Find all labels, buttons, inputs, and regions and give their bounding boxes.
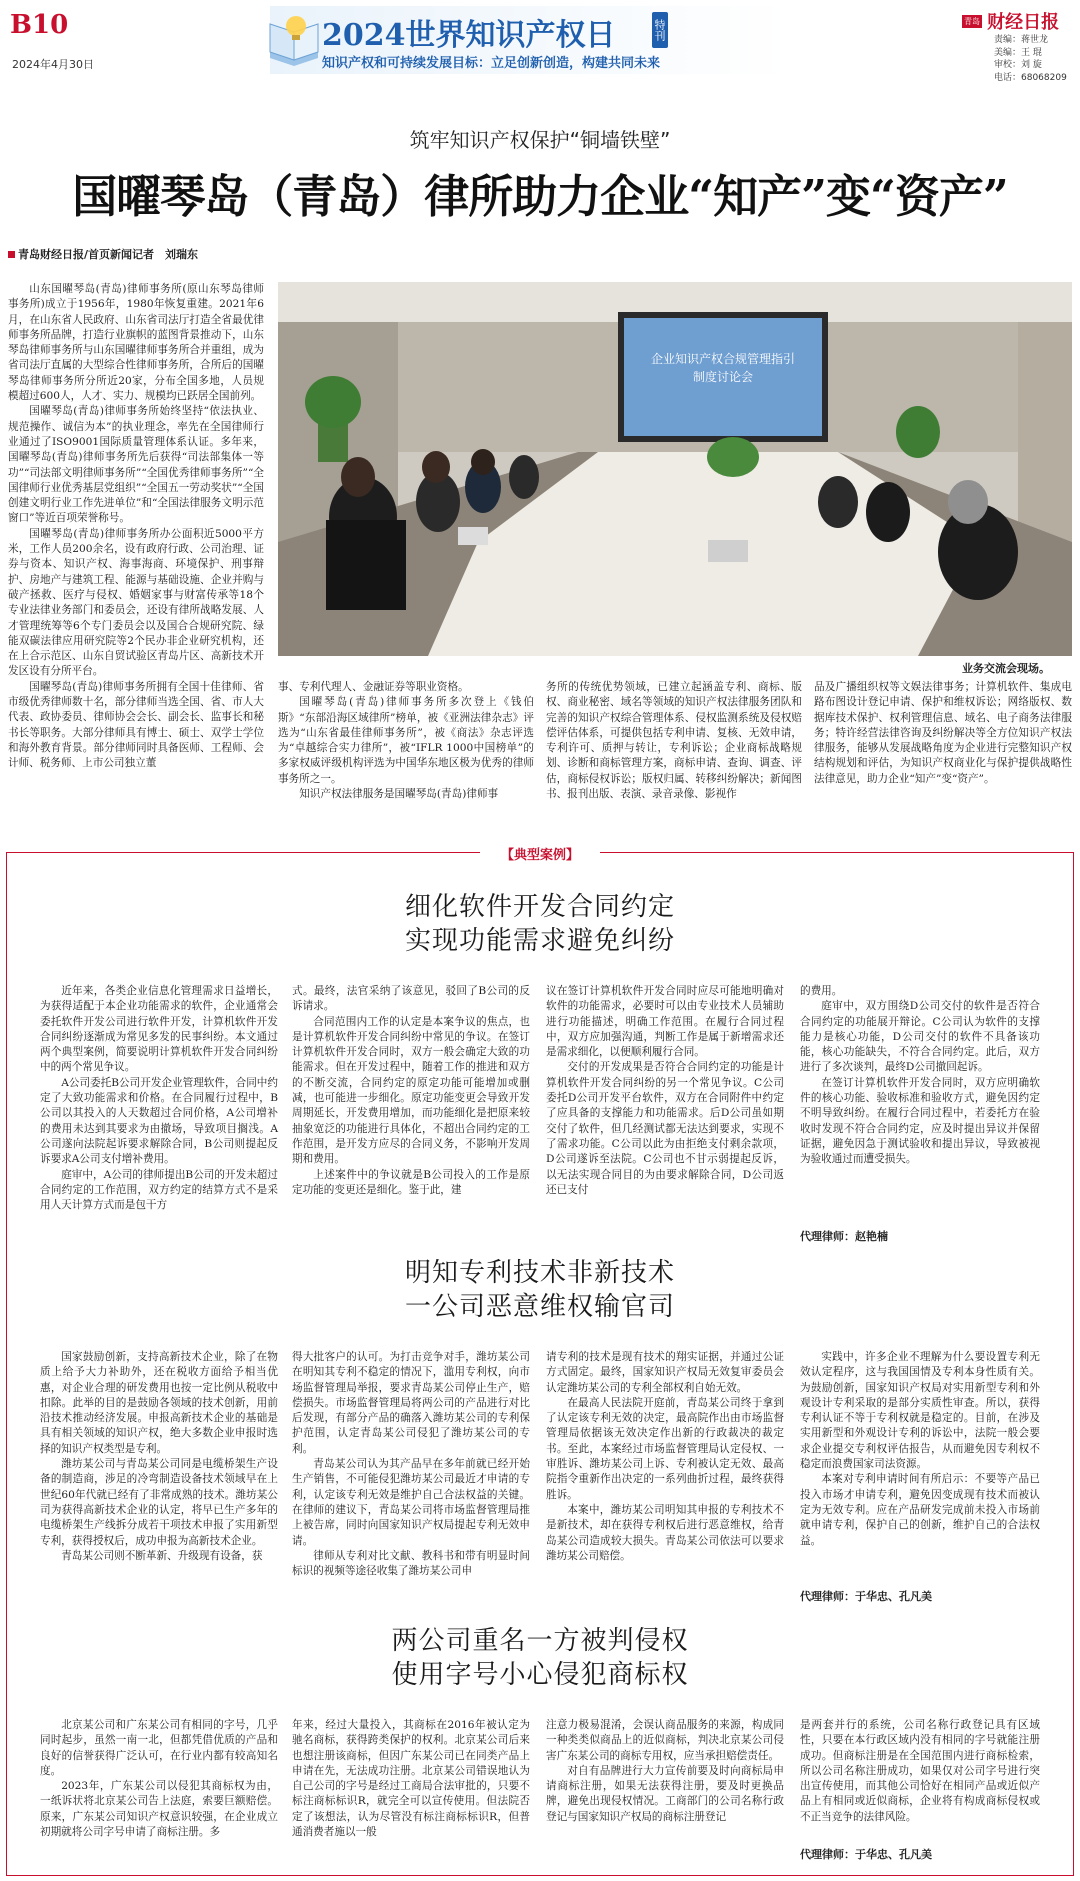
byline-text: 青岛财经日报/首页新闻记者 刘瑞东 <box>18 248 199 261</box>
case-paragraph: 交付的开发成果是否符合合同约定的功能是计算机软件开发合同纠纷的另一个常见争议。C公司委托D公司开发平台软件，双方在合同附件中约定了应具备的支撑能力和功能需求。后D公司虽如期交付了软件，但几经测试都无法达到要求，实现不了需求功能。C公司以此为由拒绝支付剩余款项，D公司遂诉至法院。C公司也不甘示弱提起反诉，以无法实现合同目的为由要求解除合同，D公司返还已支付 <box>546 1061 784 1196</box>
case1-lawyer: 代理律师：赵艳楠 <box>800 1230 888 1243</box>
case2-lawyer: 代理律师：于华忠、孔凡美 <box>800 1590 932 1603</box>
article-headline: 国曜琴岛（青岛）律所助力企业“知产”变“资产” <box>72 170 1008 223</box>
case2-column-1 <box>40 1350 278 1582</box>
case-paragraph: 在签订计算机软件开发合同时，双方应明确软件的核心功能、验收标准和验收方式，避免因约定不明导致纠纷。在履行合同过程中，若委托方在验收时发现不符合合同约定，应及时提出异议并保留证据，避免因急于测试验收和提出异议，导致被视为验收通过而遭受损失。 <box>800 1076 1040 1166</box>
case-paragraph: 注意力极易混淆，会误认商品服务的来源，构成同一种类类似商品上的近似商标，判决北京某公司侵害广东某公司的商标专用权，应当承担赔偿责任。 <box>546 1719 784 1762</box>
paper-logo <box>962 8 1059 34</box>
article-paragraph: 品及广播组织权等文娱法律事务；计算机软件、集成电路布图设计登记申请、保护和维权诉讼；网络版权、数据库技术保护、权利管理信息、域名、电子商务法律服务；特许经营法律咨询及纠纷解决等全方位知识产权法律服务，能够从发展战略角度为企业进行完整知识产权结构规划和评估，为知识产权商业化与保护提供战略性法律意见，助力企业“知产”变“资产”。 <box>814 681 1072 785</box>
article-paragraph: 知识产权法律服务是国曜琴岛(青岛)律师事 <box>299 788 499 801</box>
credit-editor: 责编：蒋世龙 <box>994 35 1049 45</box>
case-paragraph: 对自有品牌进行大力宣传前要及时向商标局申请商标注册，如果无法获得注册，要及时更换品牌，避免出现侵权情况。工商部门的公司名称行政登记与国家知识产权局的商标注册登记 <box>546 1764 784 1823</box>
case2-column-4 <box>800 1350 1040 1582</box>
case1-column-4 <box>800 984 1040 1222</box>
case-paragraph: 国家鼓励创新，支持高新技术企业，除了在物质上给予大力补助外，还在税收方面给予相当优惠，对企业合理的研发费用也按一定比例从税收中扣除。此举的目的是鼓励各领域的技术创新，用前沿技术推动经济发展。申报高新技术企业的基础是具有相关领域的知识产权，绝大多数企业申报时选择的知识产权类型是专利。 <box>40 1351 278 1455</box>
case-paragraph: 2023年，广东某公司以侵犯其商标权为由，一纸诉状将北京某公司告上法庭，索要巨额赔偿。原来，广东某公司知识产权意识较强，在企业成立初期就将公司字号申请了商标注册。多 <box>40 1780 278 1839</box>
case1-title-line1: 细化软件开发合同约定 <box>404 892 675 922</box>
case1-title-line2: 实现功能需求避免纠纷 <box>404 926 675 956</box>
special-issue-tag: 特刊 <box>652 12 668 48</box>
case-paragraph: 是两套并行的系统，公司名称行政登记具有区域性，只要在本行政区域内没有相同的字号就能注册成功。但商标注册是在全国范围内进行商标检索，所以公司名称注册成功，如果仅对公司字号进行突出宣传使用，而其他公司恰好在相同产品或近似产品上有相同或近似商标，企业将有构成商标侵权或不正当竞争的法律风险。 <box>800 1719 1040 1823</box>
screen-line-2: 制度讨论会 <box>692 370 753 384</box>
screen-line-1: 企业知识产权合规管理指引 <box>650 352 795 366</box>
article-paragraph: 国曜琴岛(青岛)律师事务所多次登上《钱伯斯》“东部沿海区域律所”榜单，被《亚洲法律杂志》评选为“山东省最佳律师事务所”，被《商法》杂志评选为“卓越综合实力律所”，被“IFLR 1000中国榜单”的多家权威评级机构评选为中国华东地区极为优秀的律师事务所之一。 <box>278 696 534 785</box>
case-paragraph: 庭审中，双方围绕D公司交付的软件是否符合合同约定的功能展开辩论。C公司认为软件的支撑能力是核心功能，D公司交付的软件不具备该功能，核心功能缺失，不符合合同约定。此后，双方进行了多次谈判，最终D公司撤回起诉。 <box>800 1000 1040 1074</box>
article-paragraph: 国曜琴岛(青岛)律师事务所拥有全国十佳律师、省市级优秀律师数十名，部分律师当选全国、省、市人大代表、政协委员、律师协会会长、副会长、监事长和秘书长等职务。大部分律师具有博士、硕士、双学士学位和海外教育背景。部分律师同时具备医师、工程师、会计师、税务师、上市公司独立董 <box>8 680 264 770</box>
case-paragraph: 的费用。 <box>800 985 843 997</box>
case3-column-2 <box>292 1718 530 1846</box>
case-paragraph: 合同范围内工作的认定是本案争议的焦点，也是计算机软件开发合同纠纷中常见的争议。在签订计算机软件开发合同时，双方一般会确定大致的功能需求。但在开发过程中，随着工作的推进和双方的不断交流，合同约定的原定功能可能增加或删减，也可能进一步细化。原定功能变更会导致开发周期延长，开发费用增加，而功能细化是把原来较抽象宽泛的功能进行具体化，不超出合同约定的工作范围，是开发方应尽的合同义务，不影响开发周期和费用。 <box>292 1015 530 1166</box>
photo-caption: 业务交流会现场。 <box>962 662 1050 675</box>
screen-text <box>628 350 818 386</box>
case-paragraph: 实践中，许多企业不理解为什么要设置专利无效认定程序，这与我国国情及专利本身性质有关。为鼓励创新，国家知识产权局对实用新型专利和外观设计专利采取的是部分实质性审查。所以，获得专利认证不等于专利权就是稳定的。目前，在涉及实用新型和外观设计专利的诉讼中，法院一般会要求企业提交专利权评估报告，从而避免因专利权不稳定而浪费国家司法资源。 <box>800 1351 1040 1471</box>
credit-phone: 电话：68068209 <box>994 72 1067 83</box>
case1-column-1 <box>40 984 278 1222</box>
article-paragraph: 国曜琴岛(青岛)律师事务所办公面积近5000平方米，工作人员200余名，设有政府行政、公司治理、证券与资本、知识产权、海事海商、环境保护、刑事辩护、房地产与建筑工程、能源与基础设施、企业并购与破产拯救、医疗与侵权、婚姻家事与财富传承等18个专业法律业务部门和委员会，还设有律所战略发展、人才管理统筹等6个专门委员会以及国合合规研究院、绿能双碳法律应用研究院等2个民办非企业研究机构，还在上合示范区、山东自贸试验区青岛片区、高新技术开发区设有分所平台。 <box>8 527 264 678</box>
case-paragraph: 青岛某公司认为其产品早在多年前就已经开始生产销售，不可能侵犯潍坊某公司最近才申请的专利，认定该专利无效是维护自己合法权益的关键。在律师的建议下，青岛某公司将市场监督管理局推上被告席，同时向国家知识产权局提起专利无效申请。 <box>292 1458 530 1547</box>
case-paragraph: 年来，经过大量投入，其商标在2016年被认定为驰名商标，获得跨类保护的权利。北京某公司后来也想注册该商标，但因广东某公司已在同类产品上申请在先，无法成功注册。北京某公司错误地认为自己公司的字号是经过工商局合法审批的，只要不标注商标标识R，就完全可以宣传使用。但法院否定了该想法，认为尽管没有标注商标标识R，但普通消费者施以一般 <box>292 1719 530 1839</box>
credit-designer: 美编：王 琨 <box>994 47 1042 58</box>
case-paragraph: 得大批客户的认可。为打击竞争对手，潍坊某公司在明知其专利不稳定的情况下，滥用专利权，向市场监督管理局举报，要求青岛某公司停止生产，赔偿损失。市场监督管理局将两公司的产品进行对比后发现，有部分产品的确落入潍坊某公司的专利保护范围，认定青岛某公司侵犯了潍坊某公司的专利。 <box>292 1351 530 1455</box>
issue-date: 2024年4月30日 <box>12 58 94 71</box>
article-column-3 <box>546 680 802 820</box>
case-paragraph: 律师从专利对比文献、教科书和带有明显时间标识的视频等途径收集了潍坊某公司申 <box>292 1549 530 1578</box>
case3-lawyer: 代理律师：于华忠、孔凡美 <box>800 1848 932 1861</box>
case-paragraph: A公司委托B公司开发企业管理软件，合同中约定了大致功能需求和价格。在合同履行过程中，B公司以其投入的人天数超过合同价格，A公司增补的费用未达到其要求为由撤场，导致项目搁浅。A公司遂向法院起诉要求解除合同，B公司则提起反诉要求A公司支付增补费用。 <box>40 1076 278 1166</box>
paper-logo-prefix: 青岛 <box>964 16 980 26</box>
article-paragraph: 国曜琴岛(青岛)律师事务所始终坚持“依法执业、规范操作、诚信为本”的执业理念，率先在全国律师行业通过了ISO9001国际质量管理体系认证。多年来，国曜琴岛(青岛)律师事务所先后获得“司法部集体一等功”“司法部文明律师事务所”“全国优秀律师事务所”“全国律师行业优秀基层党组织”“全国五一劳动奖状”“全国创建文明行业工作先进单位”和“全国法律服务文明示范窗口”等近百项荣誉称号。 <box>8 405 264 525</box>
case-paragraph: 在最高人民法院开庭前，青岛某公司终于拿到了认定该专利无效的决定，最高院作出由市场监督管理局依据该无效决定作出新的行政裁决的裁定书。至此，本案经过市场监督管理局认定侵权、一审胜诉、潍坊某公司上诉、专利被认定无效、最高院指令重新作出决定的一系列曲折过程，最终获得胜诉。 <box>546 1396 784 1501</box>
article-kicker: 筑牢知识产权保护“铜墙铁壁” <box>409 128 671 152</box>
case-paragraph: 青岛某公司则不断革新、升级现有设备，获 <box>61 1549 263 1562</box>
case-paragraph: 式。最终，法官采纳了该意见，驳回了B公司的反诉请求。 <box>292 985 530 1013</box>
case2-title <box>0 1256 1080 1324</box>
case3-column-3 <box>546 1718 784 1846</box>
case-paragraph: 北京某公司和广东某公司有相同的字号，几乎同时起步，虽然一南一北，但都凭借优质的产品和良好的信誉获得广泛认可，在行业内都有较高知名度。 <box>40 1719 278 1777</box>
banner <box>270 6 790 74</box>
case1-column-3 <box>546 984 784 1222</box>
case-paragraph: 潍坊某公司与青岛某公司同是电缆桥架生产设备的制造商，涉足的冷弯制造设备技术领域早在上世纪60年代就已经有了非常成熟的技术。潍坊某公司为获得高新技术企业的认定，将早已生产多年的电缆桥架生产线拆分成若干项技术申报了实用新型专利，获得授权后，成功申报为高新技术企业。 <box>40 1458 278 1547</box>
meeting-photo <box>278 282 1072 656</box>
case3-column-1 <box>40 1718 278 1846</box>
article-paragraph: 山东国曜琴岛(青岛)律师事务所(原山东琴岛律师事务所)成立于1956年，1980年恢复重建。2021年6月，在山东省人民政府、山东省司法厅打造全省最优律师事务所品牌，打造行业旗帜的蓝图背景推动下，山东琴岛律师事务所与山东国曜律师事务所合并重组，成为省司法厅直属的大型综合性律师事务所，合所后的国曜琴岛律师事务所分所近20家，分布全国多地，人员规模超过600人，人才、实力、规模均已跃居全国前列。 <box>8 283 264 403</box>
byline <box>8 246 198 262</box>
paper-logo-name: 财经日报 <box>987 12 1060 33</box>
cases-label: 【典型案例】 <box>480 844 600 863</box>
case3-title-line1: 两公司重名一方被判侵权 <box>391 1626 689 1656</box>
credit-proofreader: 审校：刘 旋 <box>994 60 1042 70</box>
case2-title-line2: 一公司恶意维权输官司 <box>404 1292 675 1322</box>
case-paragraph: 请专利的技术是现有技术的翔实证据，并通过公证方式固定。最终，国家知识产权局无效复审委员会认定潍坊某公司的专利全部权利自始无效。 <box>546 1351 784 1394</box>
banner-subtitle: 知识产权和可持续发展目标：立足创新创造，构建共同未来 <box>322 56 661 71</box>
case3-column-4 <box>800 1718 1040 1834</box>
credits <box>994 34 1067 84</box>
article-column-2 <box>278 680 534 820</box>
case3-title <box>0 1624 1080 1692</box>
meeting-room-image <box>278 282 1072 656</box>
case-paragraph: 本案对专利申请时间有所启示：不要等产品已投入市场才申请专利，避免因变成现有技术而被认定为无效专利。应在产品研发完成前未投入市场前就申请专利，保护自己的创新，维护自己的合法权益。 <box>800 1473 1040 1547</box>
byline-marker <box>8 251 15 258</box>
article-column-4 <box>814 680 1072 820</box>
lightbulb-book-icon <box>264 12 324 68</box>
case2-column-3 <box>546 1350 784 1582</box>
article-paragraph: 事、专利代理人、金融证券等职业资格。 <box>278 681 469 693</box>
case-paragraph: 庭审中，A公司的律师提出B公司的开发未超过合同约定的工作范围，双方约定的结算方式不是采用人天计算方式而是包干方 <box>40 1168 278 1212</box>
case-paragraph: 本案中，潍坊某公司明知其申报的专利技术不是新技术，却在获得专利权后进行恶意维权，给青岛某公司造成较大损失。青岛某公司依法可以要求潍坊某公司赔偿。 <box>546 1503 784 1562</box>
case-paragraph: 议在签订计算机软件开发合同时应尽可能地明确对软件的功能需求，必要时可以由专业技术人员辅助进行功能描述，明确工作范围。在履行合同过程中，双方应加强沟通，判断工作是属于新增需求还是需求细化，以便顺利履行合同。 <box>546 985 784 1059</box>
case1-title <box>0 890 1080 958</box>
page-number: B10 <box>10 10 69 40</box>
case1-column-2 <box>292 984 530 1222</box>
case3-title-line2: 使用字号小心侵犯商标权 <box>391 1660 689 1690</box>
case-paragraph: 近年来，各类企业信息化管理需求日益增长，为获得适配于本企业功能需求的软件，企业通常会委托软件开发公司进行软件开发，计算机软件开发合同纠纷逐渐成为常见多发的民事纠纷。本文通过两个典型案例，简要说明计算机软件开发合同纠纷中的两个常见争议。 <box>40 985 278 1074</box>
case-paragraph: 上述案件中的争议就是B公司投入的工作是原定功能的变更还是细化。鉴于此，建 <box>292 1168 530 1196</box>
article-column-1 <box>8 282 264 770</box>
case2-column-2 <box>292 1350 530 1582</box>
article-paragraph: 务所的传统优势领域，已建立起涵盖专利、商标、版权、商业秘密、域名等领域的知识产权法律服务团队和完善的知识产权综合管理体系、侵权监测系统及侵权赔偿评估体系，可提供包括专利申请、复核、无效申请，专利许可、质押与转让，专利诉讼；企业商标战略规划、诊断和商标管理方案，商标申请、查询、调查、评估，商标侵权诉讼；版权归属、转移纠纷解决；新闻图书、报刊出版、表演、录音录像、影视作 <box>546 681 802 801</box>
banner-title: 2024世界知识产权日 <box>322 18 616 53</box>
case2-title-line1: 明知专利技术非新技术 <box>404 1258 675 1288</box>
